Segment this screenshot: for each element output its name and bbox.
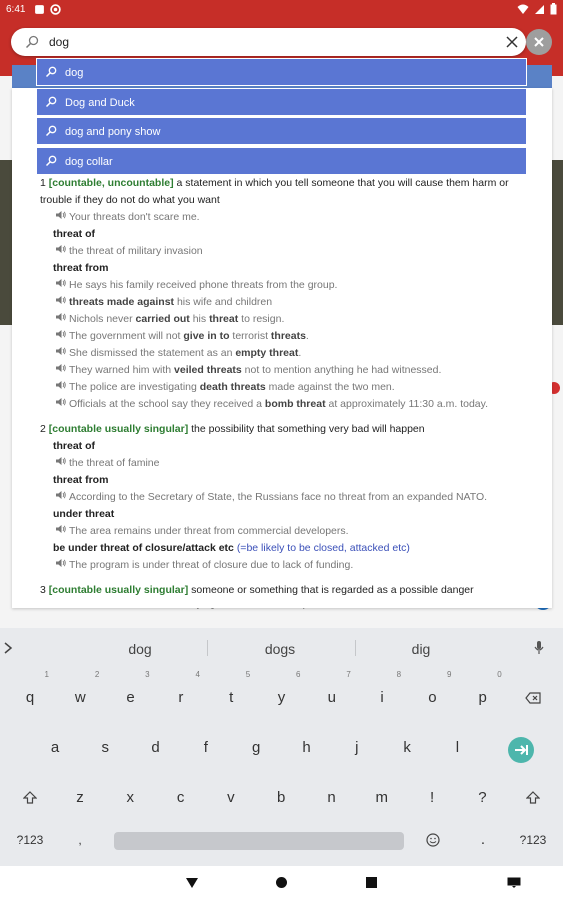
close-button[interactable]	[526, 29, 552, 55]
key-label: !	[430, 789, 435, 806]
speaker-icon[interactable]	[55, 294, 69, 311]
home-icon[interactable]	[276, 877, 287, 888]
key-d[interactable]	[131, 728, 181, 768]
phrase-pattern	[40, 540, 534, 557]
grammar-label: [countable usually singular]	[48, 584, 189, 596]
phrase-text: threat of	[53, 440, 95, 452]
phrase-pattern	[40, 438, 534, 455]
example-text: According to the Secretary of State, the Russians face no threat from an expanded NATO.	[69, 491, 488, 503]
example-sentence[interactable]	[40, 396, 534, 413]
key-e[interactable]	[106, 670, 156, 718]
key-label: r	[178, 689, 184, 706]
key-y[interactable]	[257, 670, 307, 718]
shift-icon	[23, 791, 37, 805]
key-label: f	[203, 739, 208, 756]
example-text: the threat of military invasion	[69, 245, 203, 257]
keyboard-suggestion[interactable]: dig	[411, 641, 431, 657]
key-r[interactable]	[156, 670, 206, 718]
dictionary-sense	[40, 175, 534, 413]
speaker-icon[interactable]	[55, 523, 69, 540]
key-k[interactable]	[382, 728, 432, 768]
example-sentence[interactable]	[40, 345, 534, 362]
key-label: b	[277, 789, 286, 806]
suggestion-label: dog collar	[65, 155, 113, 168]
example-sentence[interactable]	[40, 209, 534, 226]
chevron-right-icon[interactable]	[2, 641, 14, 655]
suggestion-item[interactable]	[36, 117, 527, 145]
mic-icon[interactable]	[533, 640, 545, 656]
key-label: a	[50, 739, 60, 756]
speaker-icon[interactable]	[55, 362, 69, 379]
example-sentence[interactable]	[40, 311, 534, 328]
sense-definition: the possibility that something very bad will happen	[191, 423, 425, 435]
example-collocation: bomb threat	[264, 398, 326, 410]
suggestion-list	[36, 58, 527, 176]
example-text: He says his family received phone threats from the group.	[69, 279, 338, 291]
key-i[interactable]	[357, 670, 407, 718]
wifi-icon	[517, 3, 529, 15]
speaker-icon[interactable]	[55, 277, 69, 294]
speaker-icon[interactable]	[55, 379, 69, 396]
signal-icon	[534, 4, 545, 15]
example-sentence[interactable]	[40, 379, 534, 396]
speaker-icon[interactable]	[55, 489, 69, 506]
phrase-pattern	[40, 472, 534, 489]
emoji-icon	[426, 833, 440, 847]
period-key[interactable]: .	[480, 831, 486, 848]
key-label: h	[302, 739, 311, 756]
symbols-key[interactable]: ?123	[16, 833, 44, 847]
example-collocation: give in to	[183, 330, 230, 342]
shift-key-right[interactable]	[508, 778, 558, 818]
key-j[interactable]	[332, 728, 382, 768]
sense-definition: someone or something that is regarded as a possible danger	[191, 584, 474, 596]
key-label: v	[227, 789, 235, 806]
example-text: made against the two men.	[265, 381, 395, 393]
sense-number: 2	[40, 423, 46, 435]
example-text: not to mention anything he had witnessed.	[241, 364, 442, 376]
key-label: p	[478, 689, 487, 706]
phrase-pattern	[40, 226, 534, 243]
key-w[interactable]	[55, 670, 105, 718]
example-collocation: death threats	[199, 381, 266, 393]
phrase-pattern	[40, 506, 534, 523]
dictionary-entry	[12, 175, 552, 607]
sense-header	[40, 175, 534, 209]
suggestion-item[interactable]	[36, 147, 527, 175]
example-text: the threat of famine	[69, 457, 160, 469]
example-collocation: threat	[209, 313, 239, 325]
example-sentence[interactable]	[40, 328, 534, 345]
key-label: u	[327, 689, 336, 706]
status-time: 6:41	[6, 4, 26, 15]
emoji-key[interactable]	[408, 820, 458, 860]
search-icon	[25, 35, 39, 49]
key-label: y	[277, 689, 286, 706]
key-hint: 9	[446, 670, 452, 679]
example-text: The area remains under threat from commercial developers.	[69, 525, 349, 537]
example-sentence[interactable]	[40, 243, 534, 260]
key-hint: 0	[497, 670, 502, 679]
key-z[interactable]	[55, 778, 105, 818]
speaker-icon[interactable]	[55, 209, 69, 226]
key-s[interactable]	[80, 728, 130, 768]
key-t[interactable]	[206, 670, 256, 718]
key-m[interactable]	[357, 778, 407, 818]
example-sentence[interactable]	[40, 455, 534, 472]
key-label: ?	[478, 789, 487, 806]
key-b[interactable]	[256, 778, 306, 818]
divider	[355, 640, 356, 656]
example-collocation: carried out	[135, 313, 190, 325]
key-label: s	[101, 739, 110, 756]
back-icon[interactable]	[185, 877, 199, 889]
example-sentence[interactable]	[40, 362, 534, 379]
symbols-key-right[interactable]: ?123	[519, 833, 547, 847]
key-hint: 4	[195, 670, 200, 679]
sense-header	[40, 582, 534, 599]
example-collocation: veiled threats	[174, 364, 242, 376]
enter-arrow-icon	[508, 737, 534, 763]
grammar-label: [countable, uncountable]	[48, 177, 174, 189]
search-icon	[45, 66, 57, 78]
search-icon	[45, 155, 57, 167]
key-u[interactable]	[307, 670, 357, 718]
phrase-text: threat of	[53, 228, 95, 240]
example-sentence[interactable]	[40, 277, 534, 294]
phrase-text: be under threat of closure/attack etc	[53, 542, 234, 554]
speaker-icon[interactable]	[55, 243, 69, 260]
key-hint: 3	[145, 670, 150, 679]
example-text: Nichols never	[69, 313, 136, 325]
phrase-text: threat from	[53, 474, 109, 486]
search-input[interactable]	[49, 32, 469, 52]
spacebar[interactable]	[114, 832, 404, 850]
grammar-label: [countable usually singular]	[48, 423, 189, 435]
key-g[interactable]	[231, 728, 281, 768]
shift-icon	[526, 791, 540, 805]
example-sentence[interactable]	[40, 489, 534, 506]
key-label: k	[403, 739, 411, 756]
example-collocation: empty threat	[235, 347, 299, 359]
phrase-pattern	[40, 260, 534, 277]
example-sentence[interactable]	[40, 523, 534, 540]
keyboard-suggestion[interactable]: dog	[128, 641, 152, 657]
key-l[interactable]	[432, 728, 482, 768]
keyboard	[0, 628, 563, 866]
example-text: terrorist	[229, 330, 271, 342]
battery-icon	[550, 3, 557, 15]
example-text: .	[298, 347, 302, 359]
notification-icon	[34, 4, 45, 15]
key-label: o	[428, 689, 437, 706]
close-icon	[526, 29, 552, 55]
navigation-bar	[0, 866, 563, 900]
key-label: w	[74, 689, 86, 706]
key-label: x	[126, 789, 135, 806]
divider	[207, 640, 208, 656]
search-bar[interactable]	[11, 28, 526, 56]
example-text: to resign.	[238, 313, 285, 325]
key-o[interactable]	[407, 670, 457, 718]
key-hint: 7	[346, 670, 351, 679]
speaker-icon[interactable]	[55, 345, 69, 362]
key-label: n	[327, 789, 336, 806]
key-q[interactable]	[5, 670, 55, 718]
status-bar	[0, 0, 563, 20]
example-collocation: threats	[270, 330, 306, 342]
phrase-text: under threat	[53, 508, 115, 520]
key-x[interactable]	[105, 778, 155, 818]
speaker-icon[interactable]	[55, 328, 69, 345]
key-label: m	[375, 789, 389, 806]
example-collocation: threats made against	[69, 296, 175, 308]
example-text: Officials at the school say they received a	[69, 398, 265, 410]
clear-icon[interactable]	[505, 35, 519, 49]
example-text: The government will not	[69, 330, 184, 342]
example-text: his	[189, 313, 210, 325]
suggestion-label: dog	[65, 67, 84, 79]
key-label: z	[76, 789, 84, 806]
sense-number: 1	[40, 177, 46, 189]
example-text: She dismissed the statement as an	[69, 347, 236, 359]
example-text: The program is under threat of closure due to lack of funding.	[69, 559, 354, 571]
speaker-icon[interactable]	[55, 557, 69, 574]
shift-key[interactable]	[5, 778, 55, 818]
phrase-text: threat from	[53, 262, 109, 274]
dictionary-sense	[40, 421, 534, 574]
example-sentence[interactable]	[40, 557, 534, 574]
key-exclamation[interactable]	[407, 778, 457, 818]
example-text: They warned him with	[69, 364, 175, 376]
example-text: at approximately 11:30 a.m. today.	[325, 398, 489, 410]
key-label: e	[126, 689, 135, 706]
key-question[interactable]	[457, 778, 507, 818]
sense-header	[40, 421, 534, 438]
key-label: l	[455, 739, 460, 756]
phrase-gloss: (=be likely to be closed, attacked etc)	[236, 542, 410, 554]
sense-definition: a statement in which you tell someone that you will cause them harm or trouble if they do not do what you want	[40, 177, 509, 206]
key-hint: 5	[245, 670, 251, 679]
record-icon	[50, 4, 61, 15]
key-label: t	[229, 689, 234, 706]
key-hint: 6	[296, 670, 301, 679]
enter-key[interactable]	[508, 737, 534, 763]
key-v[interactable]	[206, 778, 256, 818]
key-c[interactable]	[156, 778, 206, 818]
key-label: g	[252, 739, 261, 756]
search-icon	[45, 125, 57, 137]
suggestion-label: dog and pony show	[65, 126, 161, 138]
key-label: q	[25, 689, 35, 706]
backspace-key[interactable]	[508, 678, 558, 718]
speaker-icon[interactable]	[55, 455, 69, 472]
status-indicators	[517, 3, 557, 15]
example-text: Your threats don't scare me.	[69, 211, 200, 223]
key-label: c	[176, 789, 185, 806]
example-sentence[interactable]	[40, 294, 534, 311]
sense-number: 3	[40, 584, 46, 596]
comma-key[interactable]: ,	[78, 833, 82, 847]
suggestion-item[interactable]	[36, 58, 527, 86]
search-icon	[45, 96, 57, 108]
suggestion-item[interactable]	[36, 88, 527, 116]
dictionary-sense	[40, 582, 534, 599]
key-label: i	[380, 689, 384, 706]
key-label: d	[151, 739, 160, 756]
keyboard-icon[interactable]	[507, 877, 521, 888]
example-text: his wife and children	[174, 296, 273, 308]
key-a[interactable]	[30, 728, 80, 768]
key-n[interactable]	[307, 778, 357, 818]
suggestion-label: Dog and Duck	[65, 96, 135, 109]
speaker-icon[interactable]	[55, 396, 69, 413]
example-text: .	[305, 330, 309, 342]
backspace-icon	[525, 692, 541, 704]
key-h[interactable]	[282, 728, 332, 768]
key-hint: 2	[94, 670, 100, 679]
recent-apps-icon[interactable]	[366, 877, 377, 888]
key-label: j	[355, 739, 359, 756]
keyboard-suggestion[interactable]: dogs	[264, 641, 296, 657]
key-p[interactable]	[458, 670, 508, 718]
keyboard-suggestion-strip	[0, 628, 563, 668]
key-hint: 8	[396, 670, 402, 679]
example-text: The police are investigating	[69, 381, 200, 393]
speaker-icon[interactable]	[55, 311, 69, 328]
key-hint: 1	[44, 670, 49, 679]
key-f[interactable]	[181, 728, 231, 768]
